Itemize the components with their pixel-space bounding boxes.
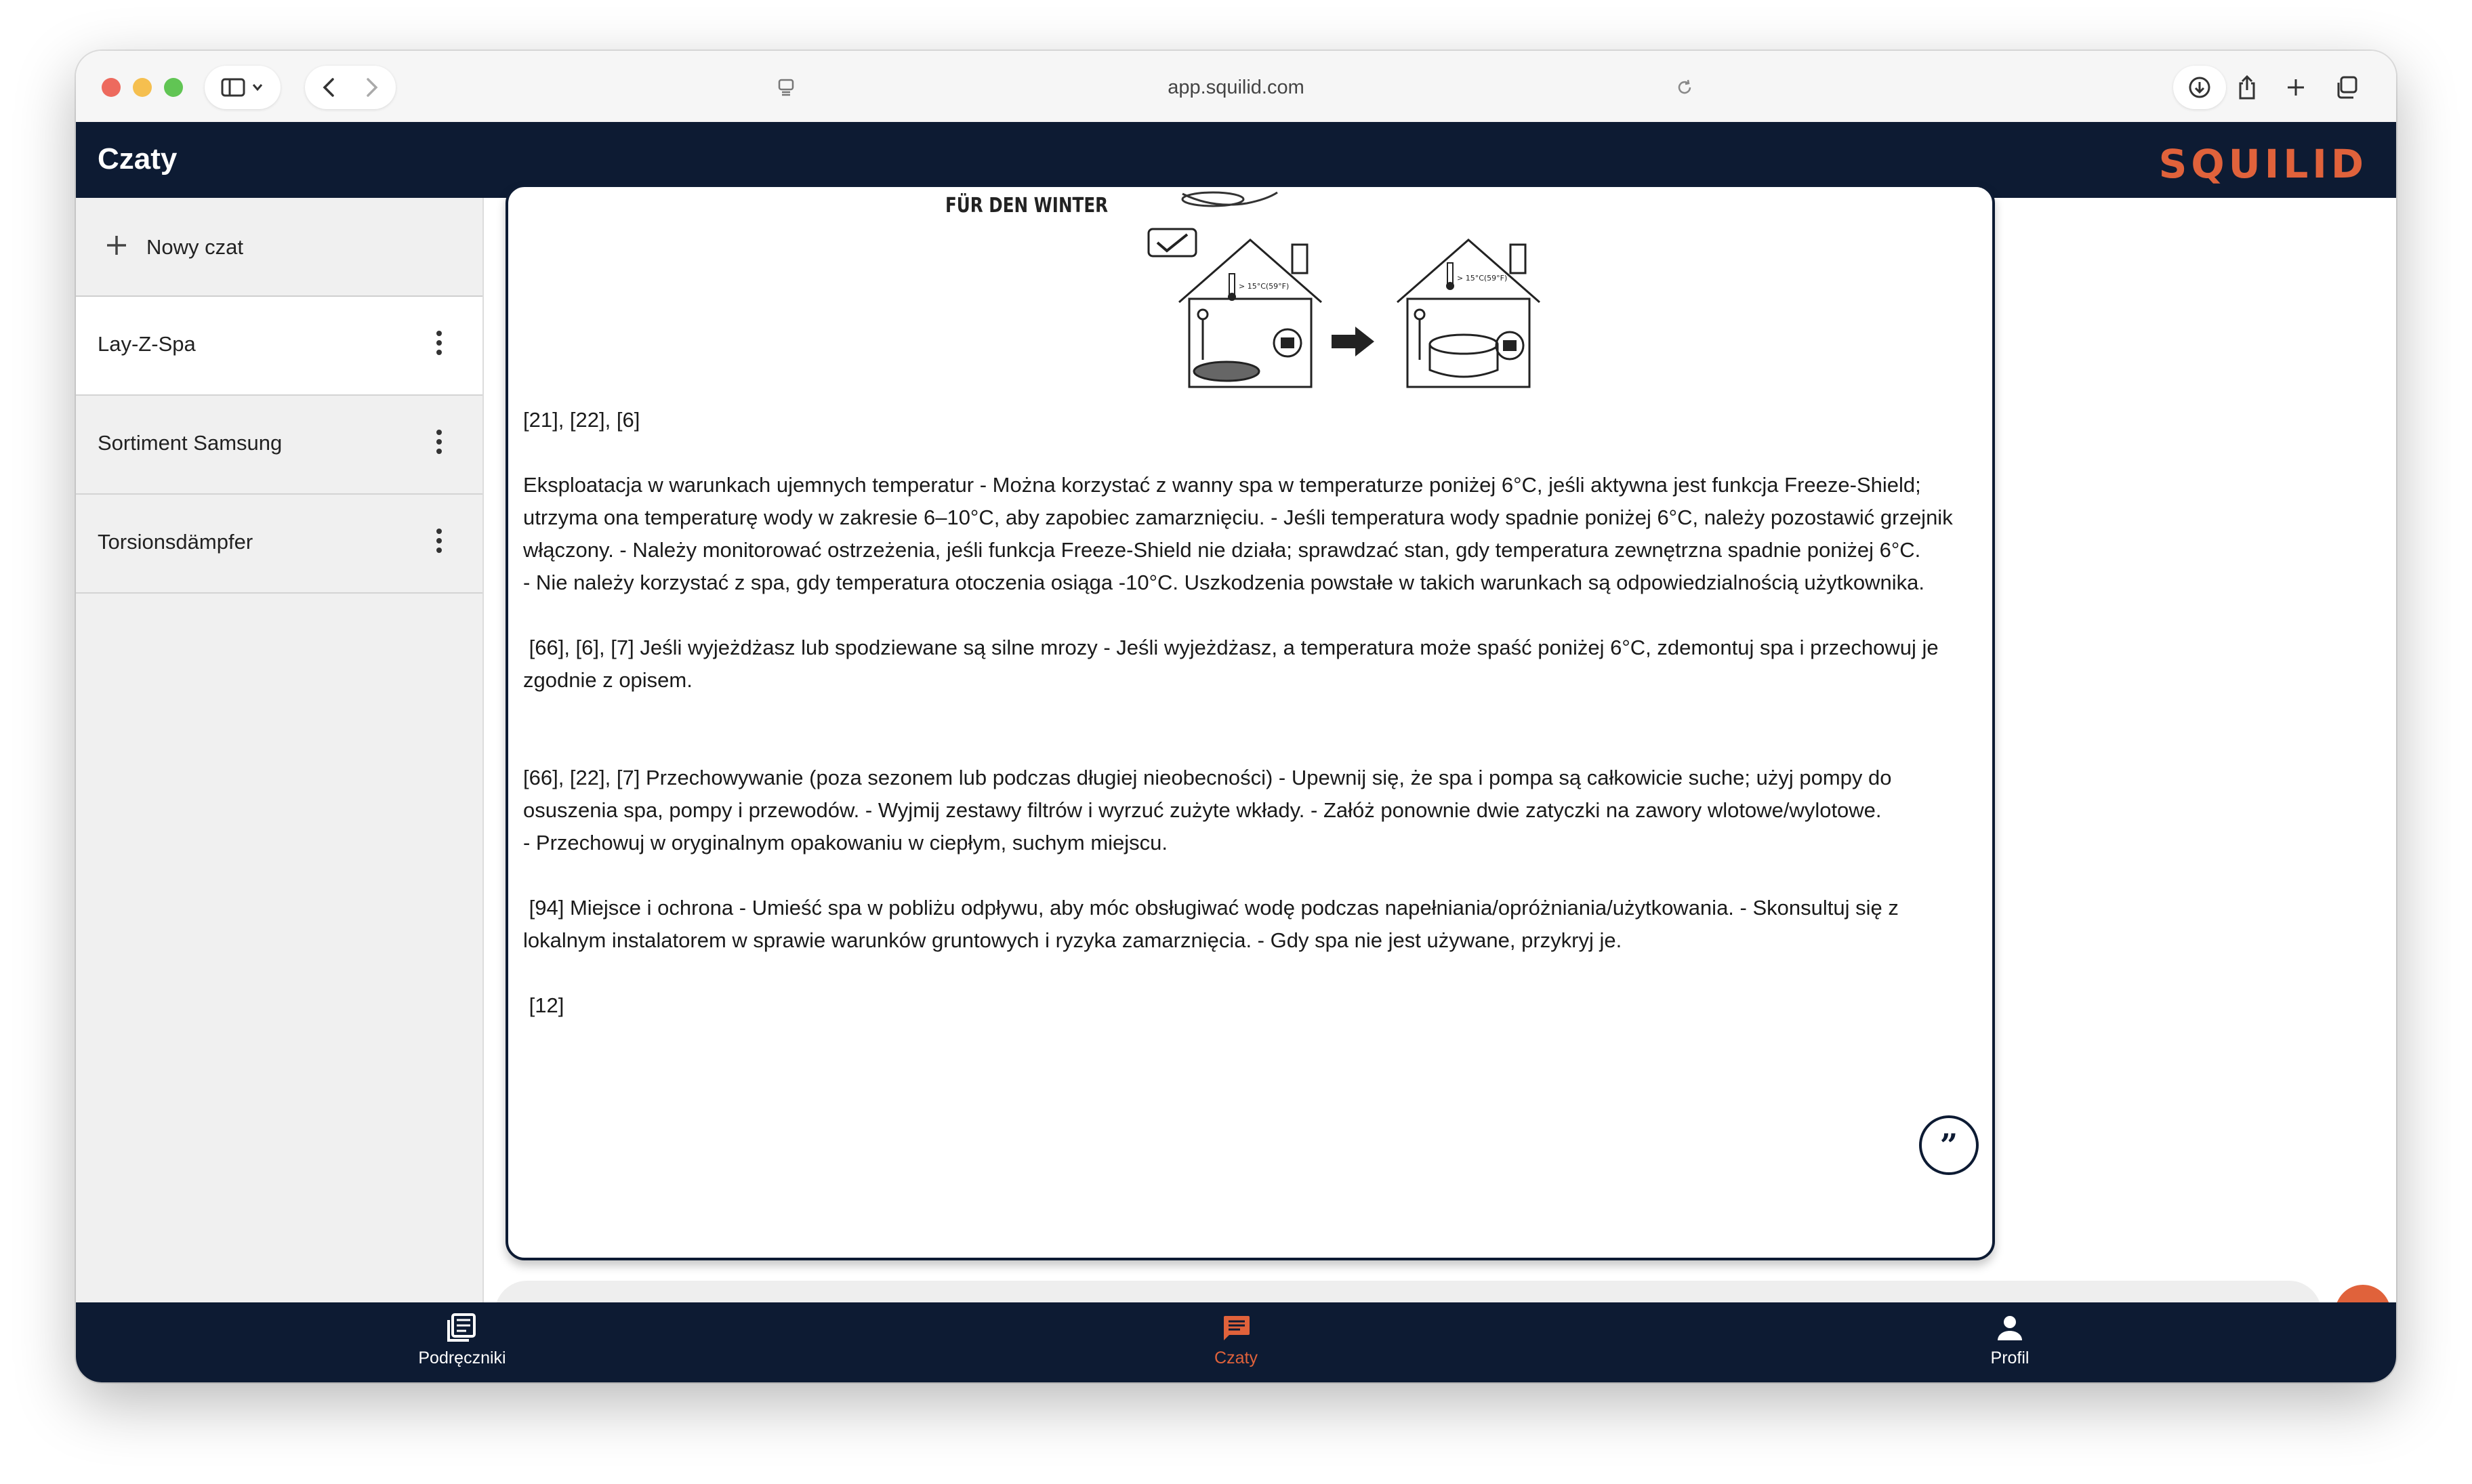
nav-podreczniki[interactable]	[360, 1312, 564, 1368]
browser-window	[76, 51, 2396, 1382]
sidebar-item-sortiment-samsung[interactable]	[76, 396, 482, 495]
page-title: Czaty	[98, 142, 178, 176]
tab-overview-icon[interactable]	[2330, 71, 2362, 104]
brand-logo: SQUILID	[2158, 141, 2368, 187]
downloads-button[interactable]	[2173, 66, 2226, 109]
chat-sidebar	[76, 198, 484, 1302]
more-vert-icon[interactable]	[434, 427, 445, 459]
message-paragraph: [12]	[523, 993, 564, 1017]
more-vert-icon[interactable]	[434, 526, 445, 558]
chat-item-label: Sortiment Samsung	[98, 431, 283, 455]
quote-icon: ”	[1939, 1127, 1958, 1163]
message-paragraph: Eksploatacja w warunkach ujemnych temperatur - Można korzystać z wanny spa w temperaturze poniżej 6°C, jeśli aktywna jest funkcja Freeze-Shield; utrzyma ona temperaturę wody w zakresie 6–10°C, aby zapobiec zamarznięciu. - Jeśli temperatura wody spadnie poniżej 6°C, należy pozostawić grzejnik włączony. - Należy monitorować ostrzeżenia, jeśli funkcja Freeze-Shield nie działa; sprawdzać stan, gdy temperatura zewnętrzna spadnie poniżej 6°C.	[523, 473, 1959, 562]
chat-item-label: Torsionsdämpfer	[98, 530, 253, 554]
message-paragraph: [66], [22], [7] Przechowywanie (poza sezonem lub podczas długiej nieobecności) - Upewnij się, że spa i pompa są całkowicie suche; użyj pompy do osuszenia spa, pompy i przewodów. - Wyjmij zestawy filtrów i wyrzuć zużyte wkłady. - Załóż ponownie dwie zatyczki na zawory wlotowe/wylotowe.	[523, 766, 1898, 822]
figure-caption: FÜR DEN WINTER	[945, 194, 1109, 218]
chat-item-label: Lay-Z-Spa	[98, 332, 196, 356]
nav-profil[interactable]	[1908, 1312, 2112, 1368]
assistant-message	[506, 184, 1995, 1260]
person-icon	[1994, 1312, 2026, 1344]
message-paragraph: - Nie należy korzystać z spa, gdy temperatura otoczenia osiąga -10°C. Uszkodzenia powstałe w takich warunkach są odpowiedzialnością użytkownika.	[523, 571, 1925, 594]
share-icon[interactable]	[2231, 71, 2263, 104]
nav-czaty[interactable]	[1134, 1312, 1338, 1368]
message-paragraph: - Przechowuj w oryginalnym opakowaniu w ciepłym, suchym miejscu.	[523, 831, 1168, 854]
nav-label: Podręczniki	[418, 1348, 506, 1367]
chat-icon	[1220, 1312, 1252, 1344]
new-chat-button[interactable]	[76, 198, 482, 297]
temp-label: > 15°C(59°F)	[1239, 282, 1290, 291]
manual-illustration	[508, 187, 1992, 404]
book-icon	[446, 1312, 478, 1344]
download-icon	[2187, 75, 2212, 100]
message-paragraph: [94] Miejsce i ochrona - Umieść spa w pobliżu odpływu, aby móc obsługiwać wodę podczas napełniania/opróżniania/użytkowania. - Skonsultuj się z lokalnym instalatorem w sprawie warunków gruntowych i ryzyka zamarznięcia. - Gdy spa nie jest używane, przykryj je.	[523, 896, 1905, 952]
temp-label: > 15°C(59°F)	[1457, 274, 1508, 283]
message-text	[523, 404, 1973, 1022]
more-vert-icon[interactable]	[434, 328, 445, 360]
chat-main	[484, 194, 2396, 1302]
nav-label: Czaty	[1214, 1348, 1258, 1367]
nav-label: Profil	[1990, 1348, 2030, 1367]
sidebar-item-lay-z-spa[interactable]	[76, 297, 482, 396]
message-paragraph: [21], [22], [6]	[523, 408, 640, 432]
new-chat-label: Nowy czat	[146, 235, 243, 259]
sidebar-item-torsionsdampfer[interactable]	[76, 495, 482, 594]
browser-toolbar	[76, 51, 2396, 123]
address-bar[interactable]: app.squilid.com	[1168, 77, 1304, 98]
plus-icon	[102, 230, 131, 260]
bottom-navigation	[76, 1302, 2396, 1382]
new-tab-icon[interactable]	[2280, 71, 2312, 104]
citations-button[interactable]	[1919, 1115, 1979, 1175]
message-paragraph: [66], [6], [7] Jeśli wyjeżdżasz lub spodziewane są silne mrozy - Jeśli wyjeżdżasz, a temperatura może spaść poniżej 6°C, zdemontuj spa i przechowuj je zgodnie z opisem.	[523, 636, 1945, 692]
reload-icon[interactable]	[1668, 71, 1701, 104]
